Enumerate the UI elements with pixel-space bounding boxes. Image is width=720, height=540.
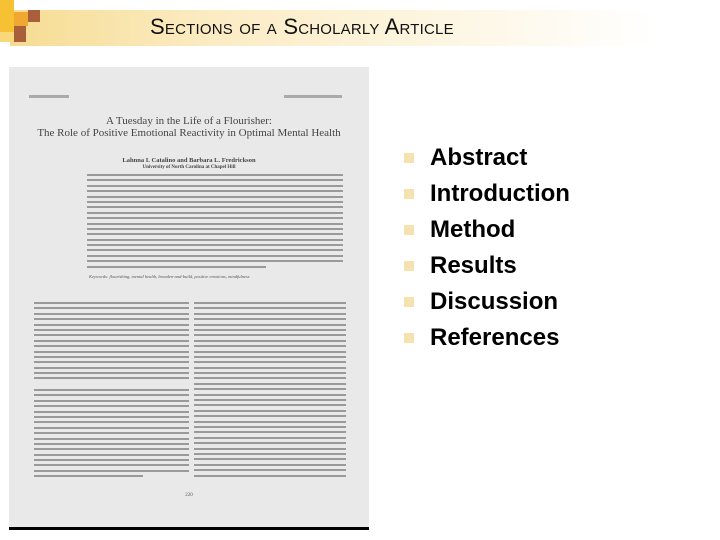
decor-square-brown <box>28 10 40 22</box>
decor-square-brown-2 <box>14 26 26 42</box>
bullet-icon <box>404 189 414 199</box>
text-line <box>194 410 346 412</box>
text-line <box>34 340 189 342</box>
keywords: Keywords: flourishing, mental health, broaden-and-build, positive emotions, mindfulness <box>89 274 250 279</box>
text-line <box>34 318 189 320</box>
text-line <box>34 427 189 429</box>
text-line <box>87 266 266 268</box>
article-authors <box>9 157 369 171</box>
text-line <box>34 459 189 461</box>
text-line <box>87 239 343 241</box>
text-line <box>34 356 189 358</box>
text-line <box>87 260 343 262</box>
text-line <box>194 448 346 450</box>
text-line <box>34 329 189 331</box>
text-line <box>194 377 346 379</box>
text-line <box>194 469 346 471</box>
text-line <box>34 421 189 423</box>
section-label: Results <box>430 252 517 279</box>
bullet-icon <box>404 261 414 271</box>
text-line <box>194 383 346 385</box>
article-image <box>9 67 369 527</box>
text-line <box>194 324 346 326</box>
text-line <box>194 302 346 304</box>
body-column-left <box>34 302 189 383</box>
authors: Lahnna I. Catalino and Barbara L. Fredrickson <box>122 157 256 164</box>
list-item <box>404 320 570 356</box>
text-line <box>194 453 346 455</box>
text-line <box>87 174 343 176</box>
text-line <box>87 244 343 246</box>
footnote-text <box>34 389 189 481</box>
text-line <box>194 458 346 460</box>
text-line <box>34 313 189 315</box>
section-label: References <box>430 324 560 351</box>
text-line <box>34 443 189 445</box>
journal-header-right <box>284 95 342 98</box>
text-line <box>87 223 343 225</box>
text-line <box>194 334 346 336</box>
text-line <box>194 367 346 369</box>
decor-square-yellow-2 <box>0 32 14 42</box>
text-line <box>194 431 346 433</box>
text-line <box>87 212 343 214</box>
text-line <box>194 388 346 390</box>
text-line <box>34 405 189 407</box>
text-line <box>194 372 346 374</box>
text-line <box>87 217 343 219</box>
text-line <box>87 249 343 251</box>
text-line <box>194 351 346 353</box>
text-line <box>34 454 189 456</box>
text-line <box>194 356 346 358</box>
text-line <box>87 206 343 208</box>
text-line <box>34 411 189 413</box>
text-line <box>34 345 189 347</box>
article-title <box>9 115 369 139</box>
list-item <box>404 212 570 248</box>
divider-line <box>9 527 369 530</box>
text-line <box>87 201 343 203</box>
text-line <box>34 400 189 402</box>
text-line <box>194 340 346 342</box>
text-line <box>34 394 189 396</box>
section-label: Introduction <box>430 180 570 207</box>
text-line <box>87 196 343 198</box>
text-line <box>34 470 189 472</box>
affiliation: University of North Carolina at Chapel Hill <box>142 165 236 170</box>
text-line <box>34 475 143 477</box>
body-column-right <box>194 302 346 480</box>
text-line <box>194 399 346 401</box>
list-item <box>404 176 570 212</box>
text-line <box>194 442 346 444</box>
list-item <box>404 248 570 284</box>
bullet-icon <box>404 225 414 235</box>
text-line <box>87 228 343 230</box>
text-line <box>194 361 346 363</box>
text-line <box>34 389 189 391</box>
text-line <box>34 367 189 369</box>
text-line <box>34 416 189 418</box>
text-line <box>34 324 189 326</box>
text-line <box>34 377 189 379</box>
text-line <box>34 302 189 304</box>
decor-square-yellow <box>0 0 14 32</box>
text-line <box>34 464 189 466</box>
text-line <box>194 421 346 423</box>
list-item <box>404 284 570 320</box>
section-label: Abstract <box>430 144 528 171</box>
page-number: 220 <box>185 493 193 498</box>
section-label: Method <box>430 216 516 243</box>
text-line <box>34 448 189 450</box>
text-line <box>194 394 346 396</box>
bullet-icon <box>404 297 414 307</box>
text-line <box>194 345 346 347</box>
text-line <box>194 437 346 439</box>
text-line <box>87 233 343 235</box>
journal-header-left <box>29 95 69 98</box>
list-item <box>404 140 570 176</box>
text-line <box>194 318 346 320</box>
text-line <box>34 334 189 336</box>
sections-list <box>404 140 570 356</box>
text-line <box>194 475 346 477</box>
text-line <box>34 432 189 434</box>
text-line <box>87 179 343 181</box>
text-line <box>194 415 346 417</box>
bullet-icon <box>404 333 414 343</box>
article-title-line2: The Role of Positive Emotional Reactivity in Optimal Mental Health <box>37 127 341 139</box>
text-line <box>34 372 189 374</box>
bullet-icon <box>404 153 414 163</box>
text-line <box>34 351 189 353</box>
article-title-line1: A Tuesday in the Life of a Flourisher: <box>106 115 272 127</box>
text-line <box>194 307 346 309</box>
slide-title: Sections of a Scholarly Article <box>150 14 454 39</box>
decor-square-orange <box>14 12 28 26</box>
text-line <box>34 438 189 440</box>
text-line <box>194 426 346 428</box>
text-line <box>194 404 346 406</box>
text-line <box>87 190 343 192</box>
text-line <box>87 255 343 257</box>
text-line <box>34 307 189 309</box>
text-line <box>194 329 346 331</box>
text-line <box>34 361 189 363</box>
section-label: Discussion <box>430 288 559 315</box>
text-line <box>87 185 343 187</box>
text-line <box>194 464 346 466</box>
text-line <box>194 313 346 315</box>
abstract-text <box>87 174 343 271</box>
